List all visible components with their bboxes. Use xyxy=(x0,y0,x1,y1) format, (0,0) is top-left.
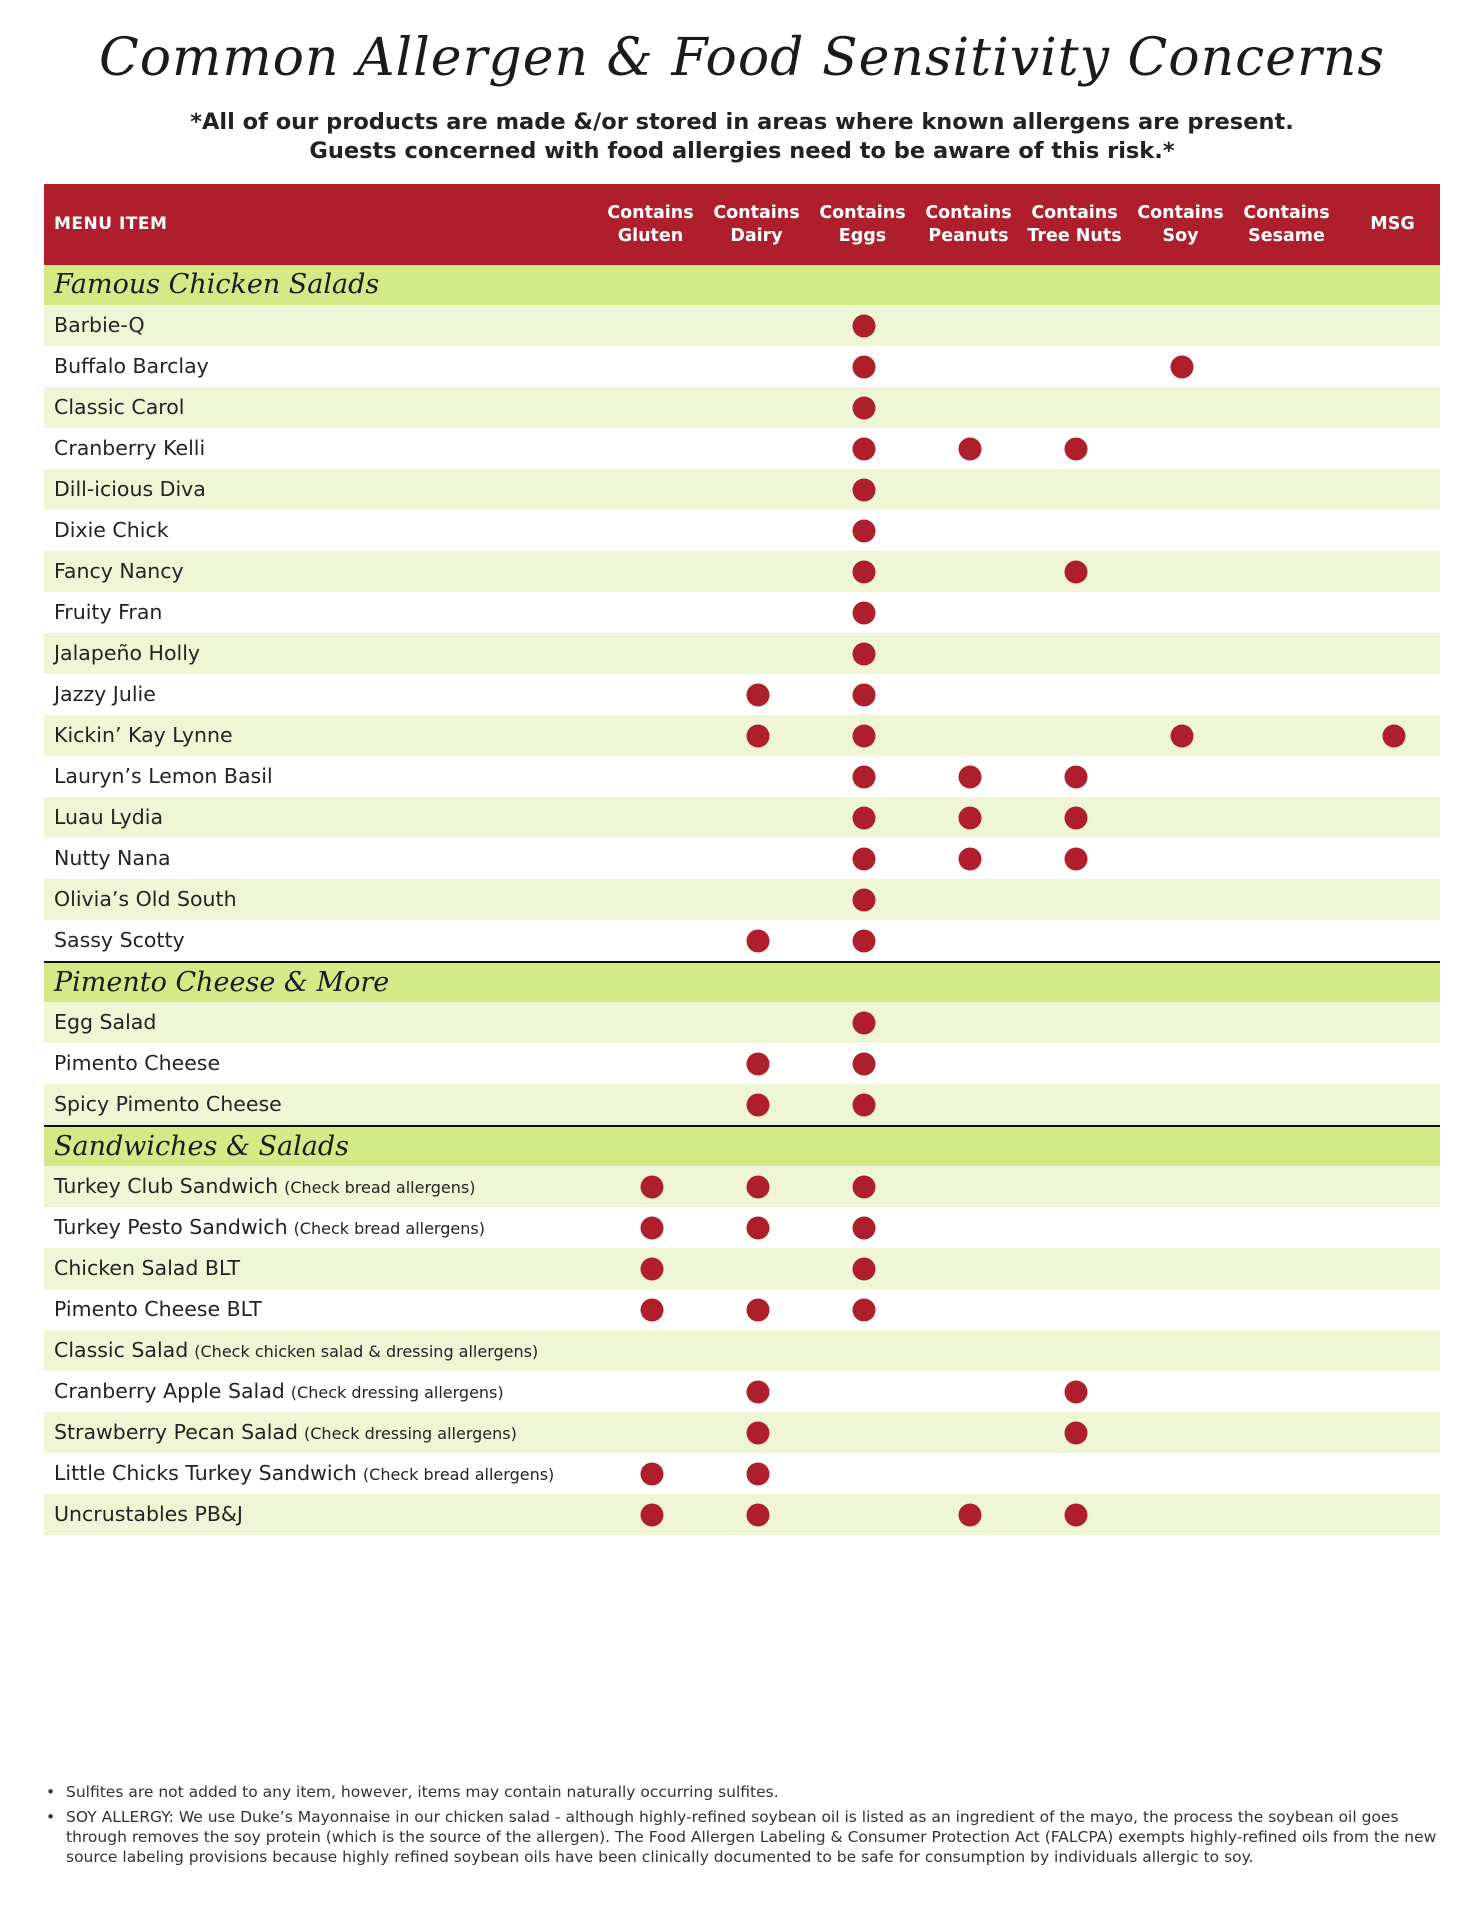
table-row xyxy=(44,674,1440,715)
table-row xyxy=(44,756,1440,797)
menu-item-name xyxy=(54,510,169,551)
item-note: (Check dressing allergens) xyxy=(304,1424,517,1443)
item-name-text: Olivia’s Old South xyxy=(54,887,237,911)
menu-item-name xyxy=(54,674,156,715)
table-header xyxy=(44,184,1440,265)
menu-item-name xyxy=(54,305,145,346)
column-header-gluten: Contains Gluten xyxy=(607,202,694,246)
allergen-dot-icon-eggs xyxy=(853,437,876,460)
menu-item-name xyxy=(54,920,185,961)
footnotes xyxy=(44,1782,1440,1872)
item-note: (Check bread allergens) xyxy=(284,1178,476,1197)
menu-item-name xyxy=(54,1166,475,1207)
allergen-dot-icon-eggs xyxy=(853,519,876,542)
item-name-text: Chicken Salad BLT xyxy=(54,1256,241,1280)
allergen-dot-icon-peanuts xyxy=(959,847,982,870)
table-row xyxy=(44,715,1440,756)
item-name-text: Luau Lydia xyxy=(54,805,164,829)
footnote-sulfites xyxy=(44,1782,1440,1802)
table-row xyxy=(44,1371,1440,1412)
disclaimer-line-2: Guests concerned with food allergies need to be aware of this risk.* xyxy=(309,138,1175,164)
allergen-dot-icon-dairy xyxy=(747,1093,770,1116)
allergen-dot-icon-dairy xyxy=(747,1298,770,1321)
table-row xyxy=(44,428,1440,469)
allergen-dot-icon-eggs xyxy=(853,478,876,501)
footnote-text: SOY ALLERGY: We use Duke’s Mayonnaise in our chicken salad - although highly-refined soybean oil is listed as an ingredient of the mayo, the process the soybean oil goes through removes the soy protein (which is the source of the allergen). The Food Allergen Labeling & Consumer Protection Act (FALCPA) exempts highly-refined oils from the new source labeling provisions because highly refined soybean oils have been clinically documented to be safe for consumption by individuals allergic to soy. xyxy=(66,1808,1437,1866)
item-name-text: Spicy Pimento Cheese xyxy=(54,1092,282,1116)
table-row xyxy=(44,920,1440,961)
table-row xyxy=(44,1412,1440,1453)
allergen-dot-icon-eggs xyxy=(853,601,876,624)
allergen-dot-icon-dairy xyxy=(747,1052,770,1075)
allergen-dot-icon-gluten xyxy=(641,1503,664,1526)
bullet-icon: • xyxy=(46,1783,56,1801)
section-header: Famous Chicken Salads xyxy=(44,265,1440,305)
section-header: Sandwiches & Salads xyxy=(44,1125,1440,1166)
allergen-dot-icon-eggs xyxy=(853,1216,876,1239)
allergen-dot-icon-eggs xyxy=(853,1052,876,1075)
allergen-dot-icon-gluten xyxy=(641,1462,664,1485)
allergen-dot-icon-eggs xyxy=(853,765,876,788)
menu-item-name xyxy=(54,633,200,674)
column-header-soy: Contains Soy xyxy=(1137,202,1224,246)
item-name-text: Little Chicks Turkey Sandwich xyxy=(54,1461,357,1485)
menu-item-name xyxy=(54,551,184,592)
item-name-text: Classic Salad xyxy=(54,1338,189,1362)
table-row xyxy=(44,510,1440,551)
table-body xyxy=(44,265,1440,1535)
table-row xyxy=(44,1289,1440,1330)
menu-item-name xyxy=(54,838,171,879)
disclaimer xyxy=(0,108,1484,166)
allergen-dot-icon-peanuts xyxy=(959,765,982,788)
item-name-text: Turkey Pesto Sandwich xyxy=(54,1215,288,1239)
menu-item-name xyxy=(54,346,209,387)
allergen-dot-icon-tree-nuts xyxy=(1065,1380,1088,1403)
menu-item-name xyxy=(54,469,206,510)
item-name-text: Dill-icious Diva xyxy=(54,477,206,501)
item-name-text: Kickin’ Kay Lynne xyxy=(54,723,233,747)
item-name-text: Fruity Fran xyxy=(54,600,163,624)
menu-item-name xyxy=(54,756,273,797)
item-name-text: Turkey Club Sandwich xyxy=(54,1174,279,1198)
table-row xyxy=(44,1002,1440,1043)
table-row xyxy=(44,1084,1440,1125)
allergen-dot-icon-tree-nuts xyxy=(1065,560,1088,583)
allergen-dot-icon-dairy xyxy=(747,1421,770,1444)
item-name-text: Classic Carol xyxy=(54,395,185,419)
item-note: (Check bread allergens) xyxy=(293,1219,485,1238)
allergen-dot-icon-eggs xyxy=(853,724,876,747)
menu-item-name xyxy=(54,879,237,920)
item-name-text: Pimento Cheese BLT xyxy=(54,1297,262,1321)
allergen-dot-icon-tree-nuts xyxy=(1065,847,1088,870)
menu-item-name xyxy=(54,715,233,756)
menu-item-name xyxy=(54,1289,262,1330)
allergen-dot-icon-dairy xyxy=(747,1216,770,1239)
footnote-text: Sulfites are not added to any item, however, items may contain naturally occurring sulfites. xyxy=(66,1783,779,1801)
item-name-text: Fancy Nancy xyxy=(54,559,184,583)
allergen-dot-icon-eggs xyxy=(853,1298,876,1321)
table-row xyxy=(44,551,1440,592)
allergen-dot-icon-dairy xyxy=(747,1462,770,1485)
allergen-dot-icon-peanuts xyxy=(959,1503,982,1526)
item-name-text: Egg Salad xyxy=(54,1010,157,1034)
item-name-text: Jalapeño Holly xyxy=(54,641,201,665)
table-row xyxy=(44,1043,1440,1084)
table-row xyxy=(44,387,1440,428)
menu-item-header: MENU ITEM xyxy=(54,214,168,234)
item-note: (Check dressing allergens) xyxy=(290,1383,504,1402)
allergen-dot-icon-tree-nuts xyxy=(1065,437,1088,460)
footnote-soy-allergy xyxy=(44,1807,1440,1867)
allergen-dot-icon-msg xyxy=(1383,724,1406,747)
table-row xyxy=(44,633,1440,674)
allergen-dot-icon-gluten xyxy=(641,1298,664,1321)
table-row xyxy=(44,1453,1440,1494)
allergen-dot-icon-dairy xyxy=(747,683,770,706)
disclaimer-line-1: *All of our products are made &/or stored in areas where known allergens are present. xyxy=(190,109,1294,135)
table-row xyxy=(44,1166,1440,1207)
item-name-text: Sassy Scotty xyxy=(54,928,185,952)
allergen-dot-icon-eggs xyxy=(853,929,876,952)
item-name-text: Cranberry Apple Salad xyxy=(54,1379,285,1403)
table-row xyxy=(44,346,1440,387)
item-name-text: Strawberry Pecan Salad xyxy=(54,1420,299,1444)
allergen-dot-icon-soy xyxy=(1171,355,1194,378)
menu-item-name xyxy=(54,1248,240,1289)
column-header-peanuts: Contains Peanuts xyxy=(925,202,1012,246)
item-name-text: Pimento Cheese xyxy=(54,1051,221,1075)
menu-item-name xyxy=(54,1412,517,1453)
allergen-dot-icon-eggs xyxy=(853,1093,876,1116)
allergen-dot-icon-gluten xyxy=(641,1257,664,1280)
menu-item-name xyxy=(54,1330,538,1371)
menu-item-name xyxy=(54,1453,554,1494)
allergen-dot-icon-eggs xyxy=(853,683,876,706)
item-name-text: Cranberry Kelli xyxy=(54,436,206,460)
table-row xyxy=(44,592,1440,633)
allergen-dot-icon-eggs xyxy=(853,355,876,378)
allergen-dot-icon-eggs xyxy=(853,396,876,419)
item-name-text: Jazzy Julie xyxy=(54,682,156,706)
menu-item-name xyxy=(54,1084,282,1125)
allergen-dot-icon-dairy xyxy=(747,1380,770,1403)
allergen-dot-icon-dairy xyxy=(747,1175,770,1198)
column-header-eggs: Contains Eggs xyxy=(819,202,906,246)
allergen-dot-icon-gluten xyxy=(641,1216,664,1239)
menu-item-name xyxy=(54,1002,156,1043)
menu-item-name xyxy=(54,428,205,469)
allergen-dot-icon-eggs xyxy=(853,560,876,583)
column-header-dairy: Contains Dairy xyxy=(713,202,800,246)
allergen-dot-icon-soy xyxy=(1171,724,1194,747)
menu-item-name xyxy=(54,1494,243,1535)
table-row xyxy=(44,838,1440,879)
menu-item-name xyxy=(54,1371,504,1412)
item-name-text: Barbie-Q xyxy=(54,313,145,337)
allergen-dot-icon-gluten xyxy=(641,1175,664,1198)
allergen-dot-icon-eggs xyxy=(853,642,876,665)
allergen-dot-icon-tree-nuts xyxy=(1065,806,1088,829)
allergen-dot-icon-eggs xyxy=(853,1175,876,1198)
allergen-dot-icon-tree-nuts xyxy=(1065,1503,1088,1526)
allergen-dot-icon-tree-nuts xyxy=(1065,1421,1088,1444)
allergen-dot-icon-tree-nuts xyxy=(1065,765,1088,788)
menu-item-name xyxy=(54,387,185,428)
column-header-msg: MSG xyxy=(1370,214,1415,234)
item-name-text: Dixie Chick xyxy=(54,518,169,542)
menu-item-name xyxy=(54,1207,485,1248)
allergen-table xyxy=(44,184,1440,1535)
menu-item-name xyxy=(54,592,162,633)
allergen-dot-icon-peanuts xyxy=(959,806,982,829)
table-row xyxy=(44,1494,1440,1535)
item-name-text: Lauryn’s Lemon Basil xyxy=(54,764,273,788)
table-row xyxy=(44,1330,1440,1371)
section-header: Pimento Cheese & More xyxy=(44,961,1440,1002)
table-row xyxy=(44,1207,1440,1248)
table-row xyxy=(44,797,1440,838)
allergen-dot-icon-eggs xyxy=(853,1257,876,1280)
allergen-dot-icon-eggs xyxy=(853,1011,876,1034)
table-row xyxy=(44,1248,1440,1289)
page-title: Common Allergen & Food Sensitivity Concerns xyxy=(98,28,1386,88)
item-note: (Check bread allergens) xyxy=(362,1465,555,1484)
item-name-text: Buffalo Barclay xyxy=(54,354,209,378)
column-header-sesame: Contains Sesame xyxy=(1243,202,1330,246)
allergen-dot-icon-peanuts xyxy=(959,437,982,460)
menu-item-name xyxy=(54,797,163,838)
allergen-dot-icon-eggs xyxy=(853,806,876,829)
allergen-dot-icon-dairy xyxy=(747,724,770,747)
table-row xyxy=(44,469,1440,510)
bullet-icon: • xyxy=(46,1808,56,1826)
menu-item-name xyxy=(54,1043,220,1084)
table-row xyxy=(44,879,1440,920)
item-note: (Check chicken salad & dressing allergens) xyxy=(194,1342,539,1361)
allergen-dot-icon-eggs xyxy=(853,888,876,911)
item-name-text: Nutty Nana xyxy=(54,846,171,870)
allergen-dot-icon-dairy xyxy=(747,1503,770,1526)
allergen-dot-icon-eggs xyxy=(853,314,876,337)
item-name-text: Uncrustables PB&J xyxy=(54,1502,243,1526)
allergen-dot-icon-dairy xyxy=(747,929,770,952)
column-header-tree-nuts: Contains Tree Nuts xyxy=(1027,202,1122,246)
allergen-dot-icon-eggs xyxy=(853,847,876,870)
table-row xyxy=(44,305,1440,346)
